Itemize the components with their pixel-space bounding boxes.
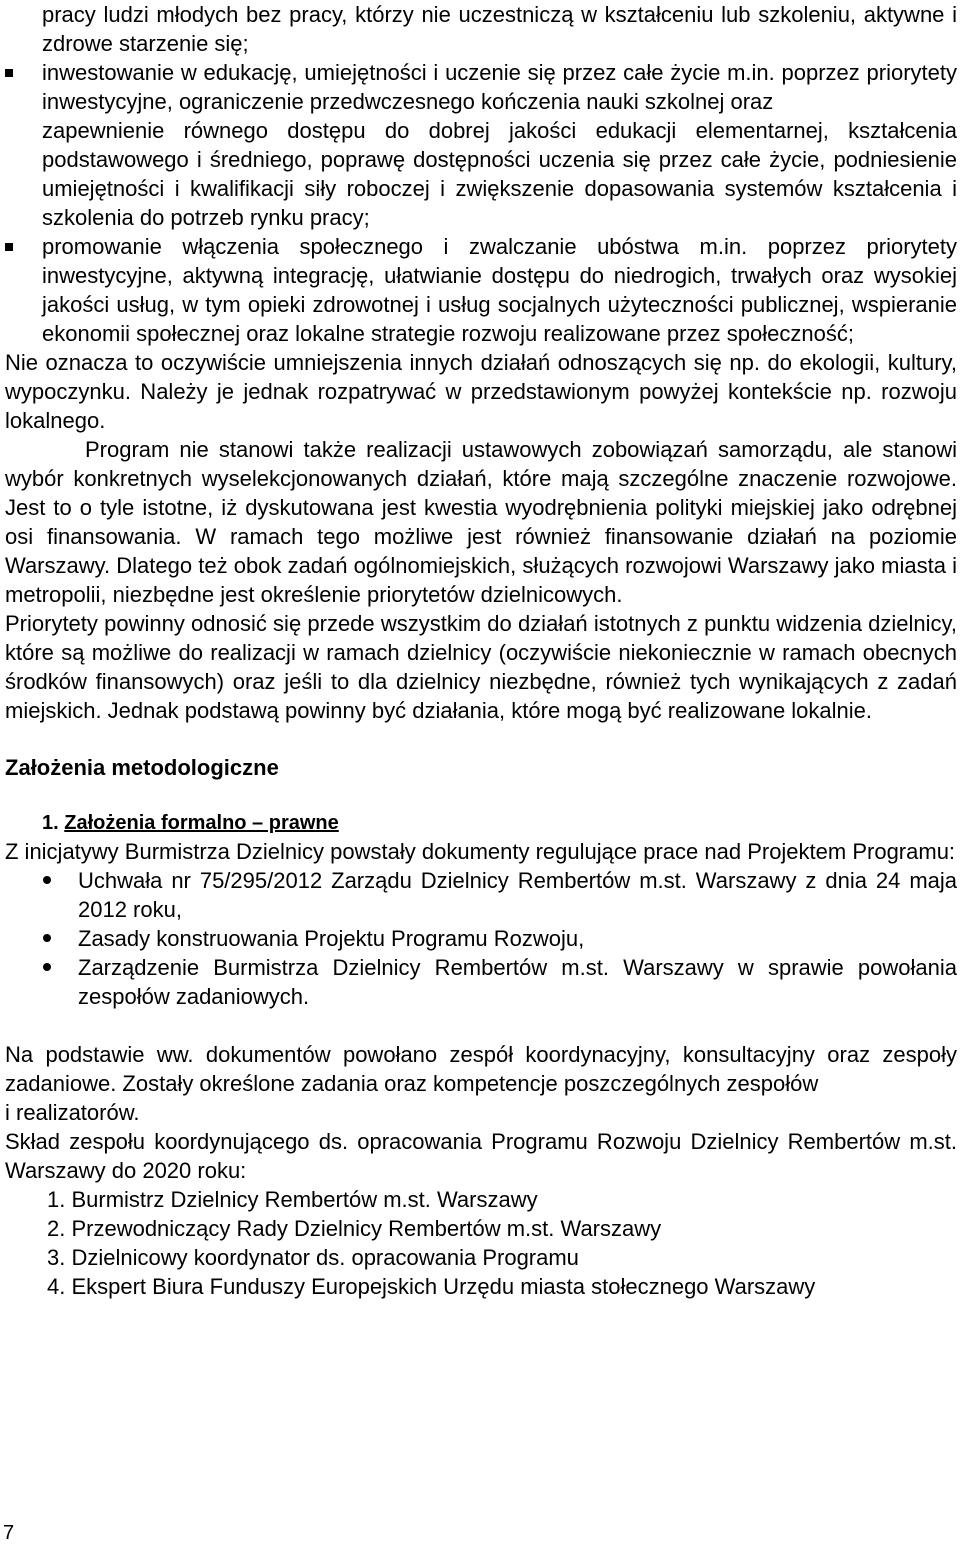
subsection-title: Założenia formalno – prawne (64, 812, 339, 834)
list-item-continuation: zapewnienie równego dostępu do dobrej jakości edukacji elementarnej, kształcenia podstawowego i średniego, poprawę dostępności uczenia się przez całe życie, podniesienie umiejętności i kwalifikacji siły roboczej i zwiększenie dopasowania systemów kształcenia i szkolenia do potrzeb rynku pracy; (42, 118, 957, 230)
documents-list (5, 866, 957, 1011)
paragraph: Z inicjatywy Burmistrza Dzielnicy powstały dokumenty regulujące prace nad Projektem Programu: (5, 839, 956, 864)
paragraph: Na podstawie ww. dokumentów powołano zespół koordynacyjny, konsultacyjny oraz zespoły zadaniowe. Zostały określone zadania oraz kompetencje poszczególnych zespołów (5, 1042, 957, 1096)
list-item: 2. Przewodniczący Rady Dzielnicy Rembertów m.st. Warszawy (47, 1216, 662, 1241)
list-item: Zasady konstruowania Projektu Programu Rozwoju, (5, 924, 957, 953)
square-bullet-icon (5, 243, 13, 251)
list-item: 4. Ekspert Biura Funduszy Europejskich Urzędu miasta stołecznego Warszawy (47, 1274, 816, 1299)
members-list (5, 1185, 957, 1301)
list-item: 1. Burmistrz Dzielnicy Rembertów m.st. Warszawy (47, 1187, 538, 1212)
paragraph: Priorytety powinny odnosić się przede wszystkim do działań istotnych z punktu widzenia dzielnicy, które są możliwe do realizacji w ramach dzielnicy (oczywiście niekoniecznie w ramach obecnych środków finansowych) oraz jeśli to dla dzielnicy niezbędne, również tych wynikających z zadań miejskich. Jednak podstawą powinny być działania, które mogą być realizowane lokalnie. (5, 611, 957, 723)
paragraph: Skład zespołu koordynującego ds. opracowania Programu Rozwoju Dzielnicy Rembertów m.st. Warszawy do 2020 roku: (5, 1129, 957, 1183)
list-item-continuation: pracy ludzi młodych bez pracy, którzy nie uczestniczą w kształceniu lub szkoleniu, aktywne i zdrowe starzenie się; (42, 2, 957, 56)
square-bullet-icon (5, 69, 13, 77)
list-item: 3. Dzielnicowy koordynator ds. opracowania Programu (47, 1245, 579, 1270)
list-item: Zarządzenie Burmistrza Dzielnicy Rembertów m.st. Warszawy w sprawie powołania zespołów zadaniowych. (5, 953, 957, 1011)
dot-bullet-icon (43, 876, 51, 884)
subsection-number: 1. (42, 812, 59, 834)
page-number: 7 (3, 1522, 15, 1544)
subsection-heading (5, 809, 957, 837)
document-page (5, 0, 957, 1301)
list-item (5, 58, 957, 116)
list-item: Uchwała nr 75/295/2012 Zarządu Dzielnicy Rembertów m.st. Warszawy z dnia 24 maja 2012 roku, (5, 866, 957, 924)
list-item (5, 232, 957, 348)
list-item-text: inwestowanie w edukację, umiejętności i uczenie się przez całe życie m.in. poprzez priorytety inwestycyjne, ograniczenie przedwczesnego kończenia nauki szkolnej oraz (42, 60, 957, 114)
dot-bullet-icon (43, 963, 51, 971)
section-heading: Założenia metodologiczne (5, 755, 279, 780)
paragraph: Program nie stanowi także realizacji ustawowych zobowiązań samorządu, ale stanowi wybór konkretnych wyselekcjonowanych działań, które mają szczególne znaczenie rozwojowe. Jest to o tyle istotne, iż dyskutowana jest kwestia wyodrębnienia polityki miejskiej jako odrębnej osi finansowania. W ramach tego możliwe jest również finansowanie działań na poziomie Warszawy. Dlatego też obok zadań ogólnomiejskich, służących rozwojowi Warszawy jako miasta i metropolii, niezbędne jest określenie priorytetów dzielnicowych. (5, 437, 957, 607)
paragraph: Nie oznacza to oczywiście umniejszenia innych działań odnoszących się np. do ekologii, kultury, wypoczynku. Należy je jednak rozpatrywać w przedstawionym powyżej kontekście np. rozwoju lokalnego. (5, 350, 957, 433)
dot-bullet-icon (43, 934, 51, 942)
paragraph-continuation: i realizatorów. (5, 1100, 140, 1125)
list-item-text: promowanie włączenia społecznego i zwalczanie ubóstwa m.in. poprzez priorytety inwestycyjne, aktywną integrację, ułatwianie dostępu do niedrogich, trwałych oraz wysokiej jakości usług, w tym opieki zdrowotnej i usług socjalnych użyteczności publicznej, wspieranie ekonomii społecznej oraz lokalne strategie rozwoju realizowane przez społeczność; (42, 234, 957, 346)
